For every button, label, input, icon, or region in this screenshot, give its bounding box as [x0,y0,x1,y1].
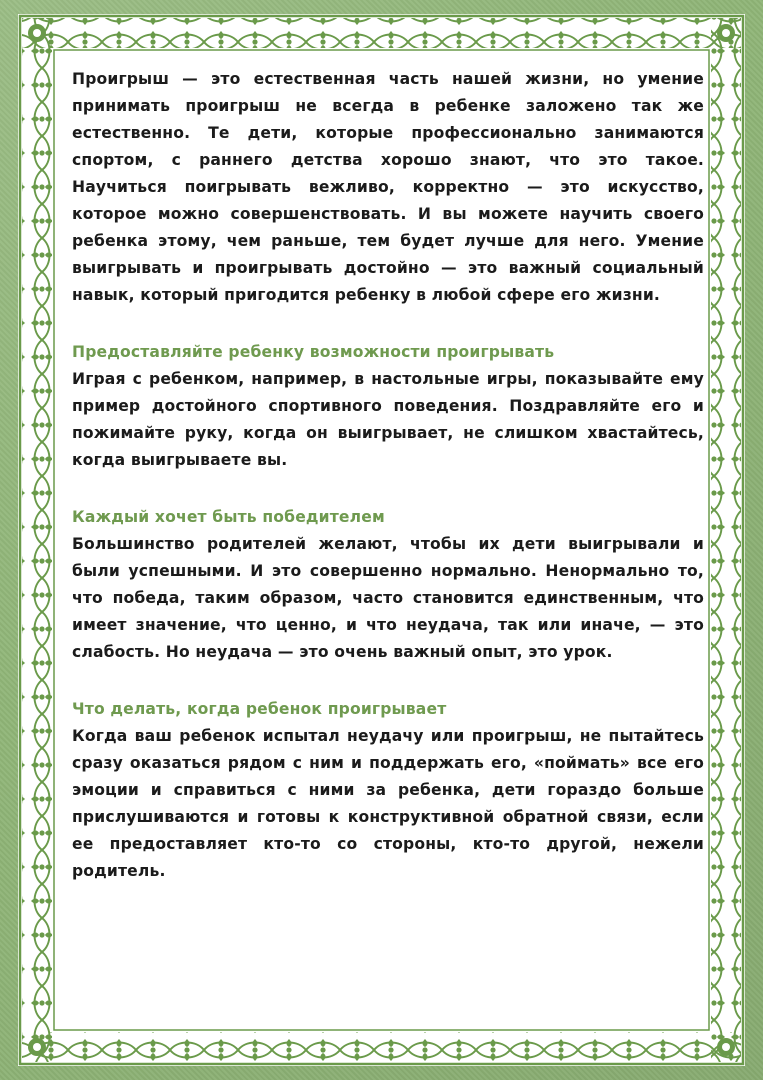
section-losing-opportunities [72,339,704,474]
section-heading: Предоставляйте ребенку возможности проигрывать [72,343,555,361]
article [72,66,704,885]
section-heading: Что делать, когда ребенок проигрывает [72,700,447,718]
section-what-to-do [72,696,704,885]
section-everyone-wants-to-win [72,504,704,666]
section-body: Большинство родителей желают, чтобы их дети выигрывали и были успешными. И это совершенно нормально. Ненормально то, что победа, таким образом, часто становится единственным, что имеет значение, что ценно, и что неудача, так или иначе, — это слабость. Но неудача — это очень важный опыт, это урок. [72,535,704,661]
intro-paragraph: Проигрыш — это естественная часть нашей жизни, но умение принимать проигрыш не всегда в ребенке заложено так же естественно. Те дети, которые профессионально занимаются спортом, с раннего детства хорошо знают, что это такое. Научиться поигрывать вежливо, корректно — это искусство, которое можно совершенствовать. И вы можете научить своего ребенка этому, чем раньше, тем будет лучше для него. Умение выигрывать и проигрывать достойно — это важный социальный навык, который пригодится ребенку в любой сфере его жизни. [72,70,704,304]
section-body: Играя с ребенком, например, в настольные игры, показывайте ему пример достойного спортивного поведения. Поздравляйте его и пожимайте руку, когда он выигрывает, не слишком хвастайтесь, когда выигрываете вы. [72,370,704,469]
section-heading: Каждый хочет быть победителем [72,508,385,526]
section-body: Когда ваш ребенок испытал неудачу или проигрыш, не пытайтесь сразу оказаться рядом с ним и поддержать его, «поймать» все его эмоции и справиться с ними за ребенка, дети гораздо больше прислушиваются и готовы к конструктивной обратной связи, если ее предоставляет кто-то со стороны, кто-то другой, нежели родитель. [72,727,704,880]
